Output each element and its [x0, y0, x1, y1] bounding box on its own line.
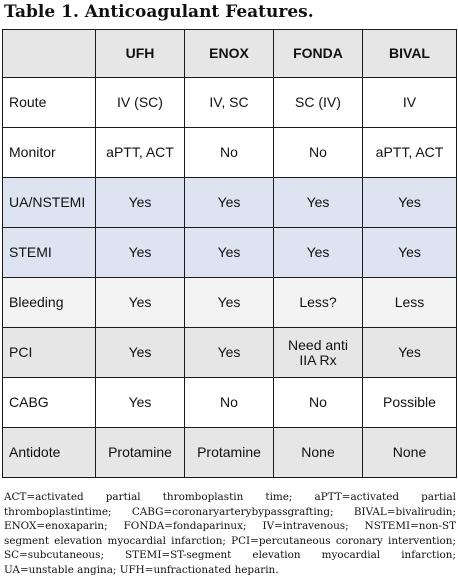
table-cell: Yes: [96, 178, 185, 228]
table-cell: Yes: [185, 328, 274, 378]
table-cell: IV (SC): [96, 78, 185, 128]
table-cell: Yes: [96, 378, 185, 428]
header-cell-fonda: FONDA: [274, 30, 363, 78]
header-row: [3, 30, 457, 78]
table-cell: aPTT, ACT: [96, 128, 185, 178]
table-cell: Less?: [274, 278, 363, 328]
table-cell: Protamine: [96, 428, 185, 478]
table-cell: Yes: [185, 178, 274, 228]
table-cell: Yes: [185, 278, 274, 328]
table-row: [3, 328, 457, 378]
table-cell: No: [185, 378, 274, 428]
row-label: Monitor: [3, 128, 96, 178]
table-row: [3, 228, 457, 278]
table-title: Table 1. Anticoagulant Features.: [4, 2, 314, 22]
table-cell: IV, SC: [185, 78, 274, 128]
table-cell: Yes: [185, 228, 274, 278]
row-label: STEMI: [3, 228, 96, 278]
header-cell-enox: ENOX: [185, 30, 274, 78]
table-cell: Yes: [274, 178, 363, 228]
table-cell: Possible: [363, 378, 457, 428]
table-cell: No: [274, 128, 363, 178]
table-cell: Yes: [96, 328, 185, 378]
abbreviations-footnote: ACT=activated partial thromboplastin time; aPTT=activated partial thromboplastintime; CABG=coronaryarterybypassgrafting; BIVAL=bivalirudin; ENOX=enoxaparin; FONDA=fondaparinux; IV=intravenous; NSTEMI=non-ST segment elevation myocardial infarction; PCI=percutaneous coronary intervention; SC=subcutaneous; STEMI=ST-segment elevation myocardial infarction; UA=unstable angina; UFH=unfractionated heparin.: [4, 491, 456, 576]
table-cell: Yes: [363, 178, 457, 228]
table-cell: SC (IV): [274, 78, 363, 128]
table-cell: Yes: [363, 228, 457, 278]
table-cell: Yes: [274, 228, 363, 278]
table-cell: Yes: [96, 278, 185, 328]
table-row: [3, 178, 457, 228]
anticoagulant-table: [2, 29, 457, 478]
header-cell-bival: BIVAL: [363, 30, 457, 78]
row-label: PCI: [3, 328, 96, 378]
row-label: Antidote: [3, 428, 96, 478]
table-cell: IV: [363, 78, 457, 128]
row-label: Bleeding: [3, 278, 96, 328]
row-label: UA/NSTEMI: [3, 178, 96, 228]
table-row: [3, 128, 457, 178]
table-cell: Protamine: [185, 428, 274, 478]
header-cell-ufh: UFH: [96, 30, 185, 78]
table-cell: None: [363, 428, 457, 478]
row-label: Route: [3, 78, 96, 128]
table-cell: Need anti IIA Rx: [274, 328, 363, 378]
table-row: [3, 378, 457, 428]
table-cell: aPTT, ACT: [363, 128, 457, 178]
table-cell: Less: [363, 278, 457, 328]
table-cell: Yes: [363, 328, 457, 378]
table-row: [3, 428, 457, 478]
row-label: CABG: [3, 378, 96, 428]
table-row: [3, 78, 457, 128]
table-cell: Yes: [96, 228, 185, 278]
header-cell-empty: [3, 30, 96, 78]
table-cell: None: [274, 428, 363, 478]
table-row: [3, 278, 457, 328]
table-cell: No: [185, 128, 274, 178]
table-body: [3, 78, 457, 478]
table-cell: No: [274, 378, 363, 428]
